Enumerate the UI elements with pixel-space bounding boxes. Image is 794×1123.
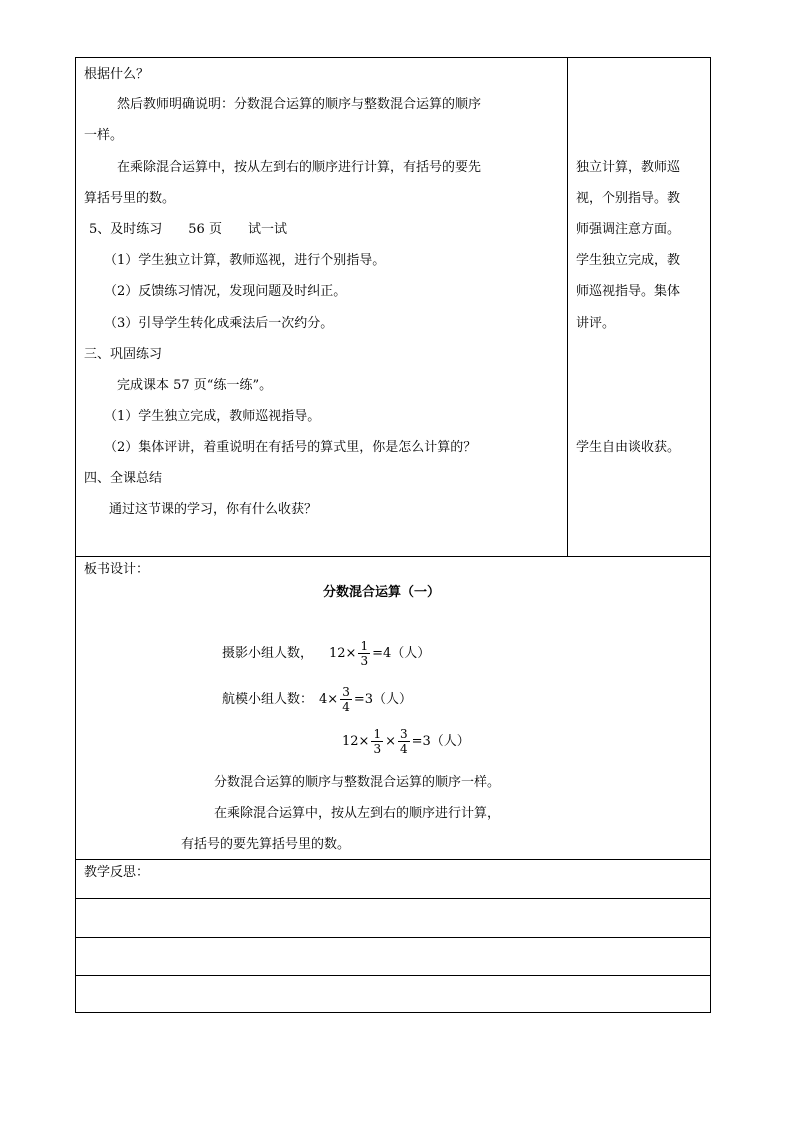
formula-prefix: 航模小组人数： xyxy=(222,692,314,707)
numerator: 3 xyxy=(399,727,408,741)
formula-term: 12× xyxy=(329,646,357,661)
notes-line: 学生独立完成，教 xyxy=(576,253,681,268)
process-line: 根据什么？ xyxy=(84,67,150,82)
process-line: 一样。 xyxy=(84,128,124,143)
process-line: 四、全课总结 xyxy=(84,471,163,486)
formula-prefix: 摄影小组人数， xyxy=(222,646,314,661)
process-line: （2）反馈练习情况，发现问题及时纠正。 xyxy=(104,284,347,299)
reflection-label: 教学反思： xyxy=(84,865,150,880)
formula-photography xyxy=(222,639,430,668)
process-line: （3）引导学生转化成乘法后一次约分。 xyxy=(104,316,334,331)
process-line: 在乘除混合运算中，按从左到右的顺序进行计算，有括号的要先 xyxy=(117,160,482,175)
numerator: 3 xyxy=(342,685,350,699)
notes-line: 学生自由谈收获。 xyxy=(576,440,681,455)
denominator: 4 xyxy=(399,742,408,756)
formula-operator: × xyxy=(385,734,396,749)
notes-line: 师强调注意方面。 xyxy=(576,222,681,237)
process-line: （1）学生独立完成，教师巡视指导。 xyxy=(104,409,321,424)
reflection-rule xyxy=(75,898,711,899)
notes-line: 师巡视指导。集体 xyxy=(576,284,681,299)
process-line: 三、巩固练习 xyxy=(84,347,163,362)
denominator: 3 xyxy=(360,654,369,668)
denominator: 3 xyxy=(373,742,382,756)
formula-model xyxy=(222,685,412,714)
notes-line: 视，个别指导。教 xyxy=(576,191,681,206)
process-cell xyxy=(75,57,568,557)
notes-line: 独立计算，教师巡 xyxy=(576,160,681,175)
fraction xyxy=(371,727,383,756)
process-line: 5、及时练习 56 页 试一试 xyxy=(89,222,287,237)
board-summary-line: 在乘除混合运算中，按从左到右的顺序进行计算， xyxy=(214,806,501,821)
board-title: 分数混合运算（一） xyxy=(323,585,441,600)
formula-term: 12× xyxy=(342,734,370,749)
reflection-cell xyxy=(75,859,711,1013)
lesson-plan-table xyxy=(75,57,711,1013)
process-line: 算括号里的数。 xyxy=(84,191,176,206)
process-line: （1）学生独立计算，教师巡视，进行个别指导。 xyxy=(104,253,386,268)
formula-term: 4× xyxy=(319,692,339,707)
board-summary-line: 有括号的要先算括号里的数。 xyxy=(181,837,351,852)
denominator: 4 xyxy=(342,700,350,714)
formula-result: =3（人） xyxy=(353,692,412,707)
formula-result: =3（人） xyxy=(411,734,470,749)
numerator: 1 xyxy=(373,727,382,741)
formula-result: =4（人） xyxy=(372,646,431,661)
board-summary-line: 分数混合运算的顺序与整数混合运算的顺序一样。 xyxy=(214,775,501,790)
reflection-rule xyxy=(75,975,711,976)
numerator: 1 xyxy=(360,639,369,653)
process-line: （2）集体评讲，着重说明在有括号的算式里，你是怎么计算的？ xyxy=(104,440,477,455)
board-design-label: 板书设计： xyxy=(84,562,150,577)
process-line: 通过这节课的学习，你有什么收获？ xyxy=(109,502,318,517)
process-line: 完成课本 57 页“练一练”。 xyxy=(117,378,273,393)
fraction xyxy=(358,639,370,668)
reflection-rule xyxy=(75,937,711,938)
fraction xyxy=(340,685,352,714)
process-line: 然后教师明确说明：分数混合运算的顺序与整数混合运算的顺序 xyxy=(117,97,482,112)
board-design-cell xyxy=(75,556,711,860)
fraction xyxy=(398,727,410,756)
notes-cell xyxy=(567,57,711,557)
notes-line: 讲评。 xyxy=(576,316,616,331)
formula-combined xyxy=(342,727,470,756)
